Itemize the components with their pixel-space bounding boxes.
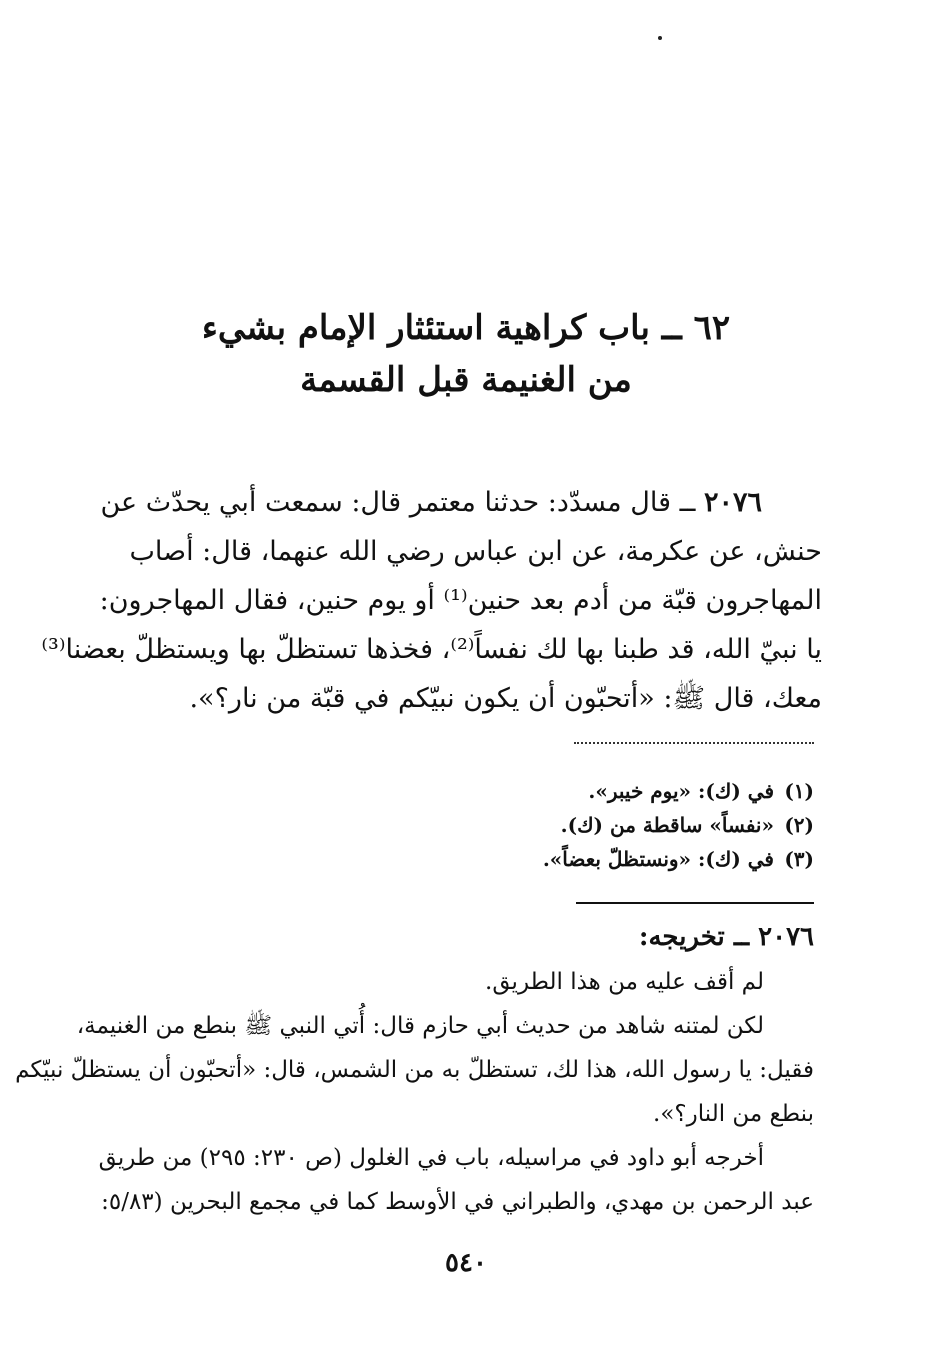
footnotes [300,774,814,876]
footnote-text: «نفساً» ساقطة من (ك). [560,813,774,837]
takhrij-line-3: فقيل: يا رسول الله، هذا لك، تستظلّ به من الشمس، قال: «أتحبّون أن يستظلّ نبيّكم [15,1057,814,1083]
chapter-title [120,302,812,406]
footnote-item [300,808,814,842]
takhrij-heading: ٢٠٧٦ ــ تخريجه: [638,922,814,952]
footnote-text: في (ك): «ونستظلّ بعضاً». [542,847,774,871]
section-rule [576,902,814,904]
hadith-line-1-text: ــ قال مسدّد: حدثنا معتمر قال: سمعت أبي يحدّث عن [100,487,696,518]
footnote-number: (٢) [784,813,814,837]
chapter-title-line-1: ٦٢ ــ باب كراهية استئثار الإمام بشيء [201,308,731,348]
hadith-line-1 [92,478,822,527]
hadith-line-2: حنش، عن عكرمة، عن ابن عباس رضي الله عنهما، قال: أصاب [129,536,822,567]
hadith-line-5: معك، قال ﷺ: «أتحبّون أن يكون نبيّكم في قبّة من نار؟». [189,683,822,714]
footnote-item [300,842,814,876]
takhrij-line-4: بنطع من النار؟». [653,1101,814,1127]
hadith-line-4: يا نبيّ الله، قد طبنا بها لك نفساً⁽²⁾، فخذها تستظلّ بها ويستظلّ بعضنا⁽³⁾ [41,634,822,665]
hadith-line-3: المهاجرون قبّة من أدم بعد حنين⁽¹⁾ أو يوم حنين، فقال المهاجرون: [99,585,822,616]
page-number: ٥٤٠ [445,1248,487,1278]
footnote-number: (٣) [784,847,814,871]
hadith-number: ٢٠٧٦ [703,487,762,518]
takhrij-line-6: عبد الرحمن بن مهدي، والطبراني في الأوسط كما في مجمع البحرين (٥/٨٣: [101,1189,814,1215]
footnote-item [300,774,814,808]
takhrij-line-5: أخرجه أبو داود في مراسيله، باب في الغلول (ص ٢٣٠: ٢٩٥) من طريق [98,1145,764,1171]
chapter-title-line-2: من الغنيمة قبل القسمة [300,360,632,400]
hadith-text [41,478,822,723]
footnote-number: (١) [784,779,814,803]
takhrij-text [15,960,814,1224]
takhrij-line-1: لم أقف عليه من هذا الطريق. [485,969,764,995]
footnote-text: في (ك): «يوم خيبر». [588,779,774,803]
footnote-separator [574,742,814,744]
takhrij-line-2: لكن لمتنه شاهد من حديث أبي حازم قال: أُتي النبي ﷺ بنطع من الغنيمة، [76,1013,764,1039]
ink-speck [658,36,662,40]
